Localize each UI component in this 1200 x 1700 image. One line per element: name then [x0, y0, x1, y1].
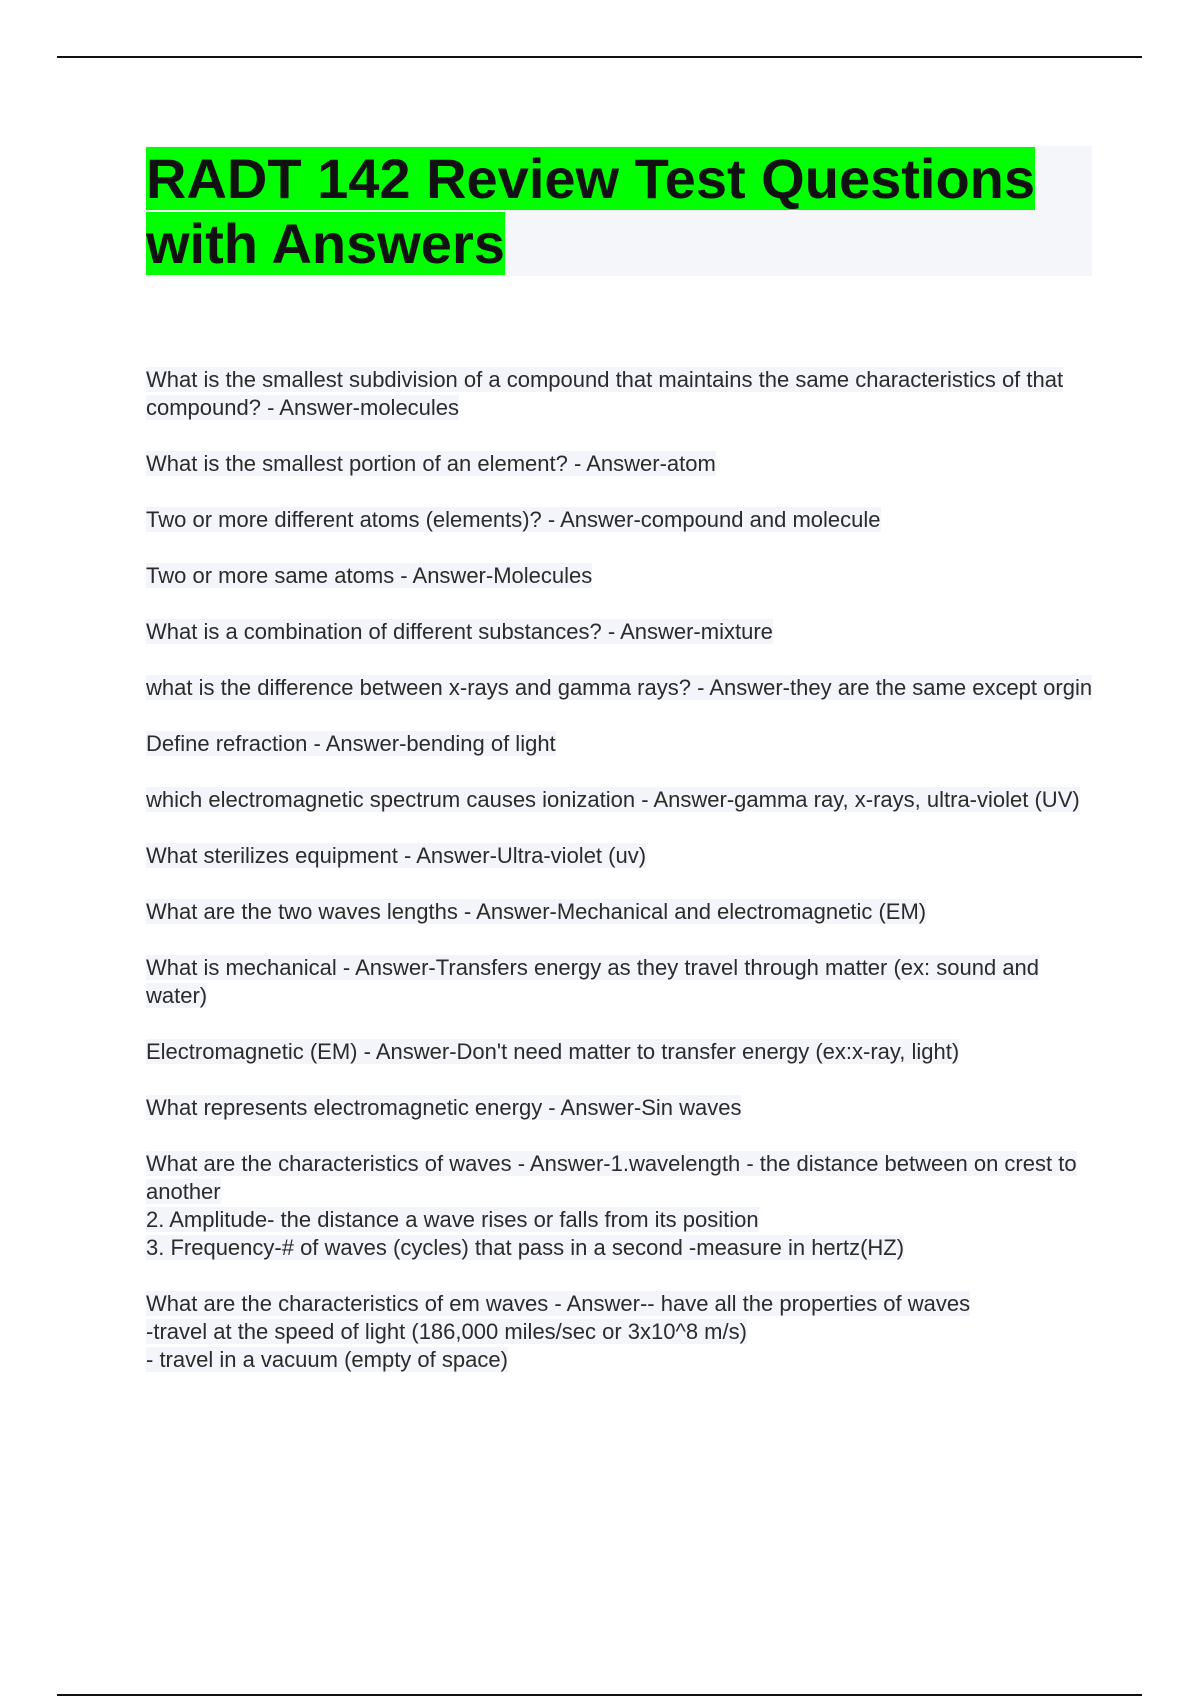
qa-item: [146, 618, 1096, 646]
qa-list: [146, 366, 1096, 1402]
qa-text: What is the smallest subdivision of a compound that maintains the same characteristics of that compound? - Answer-molecules: [146, 367, 1064, 420]
qa-text: What are the characteristics of waves - Answer-1.wavelength - the distance between on crest to another 2. Amplitude- the distance a wave rises or falls from its position 3. Frequency-# of waves (cycles) that pass in a second -measure in hertz(HZ): [146, 1151, 1077, 1260]
title-block: [146, 146, 1092, 276]
qa-item: [146, 1150, 1096, 1262]
qa-item: [146, 1094, 1096, 1122]
qa-item: [146, 366, 1096, 422]
qa-item: [146, 898, 1096, 926]
qa-text: which electromagnetic spectrum causes ionization - Answer-gamma ray, x-rays, ultra-violet (UV): [146, 787, 1080, 812]
bottom-rule: [57, 1694, 1142, 1696]
qa-item: [146, 674, 1096, 702]
qa-item: [146, 562, 1096, 590]
qa-text: What sterilizes equipment - Answer-Ultra-violet (uv): [146, 843, 647, 868]
qa-text: What are the characteristics of em waves - Answer-- have all the properties of waves -travel at the speed of light (186,000 miles/sec or 3x10^8 m/s) - travel in a vacuum (empty of space): [146, 1291, 971, 1372]
qa-item: [146, 450, 1096, 478]
qa-text: What is the smallest portion of an element? - Answer-atom: [146, 451, 716, 476]
qa-text: What is mechanical - Answer-Transfers energy as they travel through matter (ex: sound and water): [146, 955, 1040, 1008]
qa-text: what is the difference between x-rays and gamma rays? - Answer-they are the same except orgin: [146, 675, 1093, 700]
qa-item: [146, 786, 1096, 814]
qa-text: Two or more same atoms - Answer-Molecules: [146, 563, 593, 588]
qa-text: Electromagnetic (EM) - Answer-Don't need matter to transfer energy (ex:x-ray, light): [146, 1039, 960, 1064]
qa-text: Define refraction - Answer-bending of light: [146, 731, 556, 756]
qa-item: [146, 1038, 1096, 1066]
qa-item: [146, 506, 1096, 534]
qa-item: [146, 730, 1096, 758]
qa-item: [146, 954, 1096, 1010]
qa-text: What represents electromagnetic energy - Answer-Sin waves: [146, 1095, 742, 1120]
qa-text: What are the two waves lengths - Answer-Mechanical and electromagnetic (EM): [146, 899, 927, 924]
document-title-text: RADT 142 Review Test Questions with Answers: [146, 147, 1035, 275]
document-title: [146, 146, 1056, 276]
qa-item: [146, 1290, 1096, 1374]
qa-text: What is a combination of different substances? - Answer-mixture: [146, 619, 773, 644]
qa-item: [146, 842, 1096, 870]
qa-text: Two or more different atoms (elements)? - Answer-compound and molecule: [146, 507, 881, 532]
top-rule: [57, 56, 1142, 58]
